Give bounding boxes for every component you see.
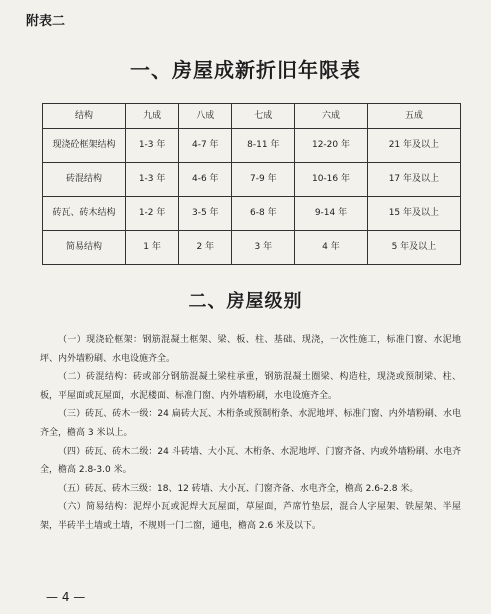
table-cell: 15 年及以上: [367, 197, 460, 231]
table-cell: 1 年: [126, 231, 179, 265]
table-row: [43, 129, 461, 163]
paragraph: （一）现浇砼框架：钢筋混凝土框架、梁、板、柱、基础、现浇，一次性施工，标准门窗、水泥地坪、内外墙粉刷、水电设施齐全。: [40, 335, 461, 364]
table-cell: 1-3 年: [126, 129, 179, 163]
table-cell: 4-7 年: [179, 129, 232, 163]
paragraph: （二）砖混结构：砖或部分钢筋混凝土梁柱承重，钢筋混凝土圈梁、构造柱，现浇或预制梁、柱、板，平屋面或瓦屋面，水泥楼面、标准门窗、内外墙粉刷，水电设施齐全。: [40, 372, 461, 401]
table-cell: 7-9 年: [232, 163, 295, 197]
paragraph: （四）砖瓦、砖木二级：24 斗砖墙、大小瓦、木桁条、水泥地坪、门窗齐备、内或外墙粉刷、水电齐全，檐高 2.8-3.0 米。: [40, 446, 461, 476]
table-cell: 1-2 年: [126, 197, 179, 231]
table-header-row: [43, 104, 461, 129]
table-row: [43, 231, 461, 265]
table-cell: 现浇砼框架结构: [43, 129, 126, 163]
depreciation-table: [42, 103, 461, 265]
table-header-cell: 结构: [43, 104, 126, 129]
section1-title: 一、房屋成新折旧年限表: [130, 58, 361, 82]
table-cell: 砖瓦、砖木结构: [43, 197, 126, 231]
table-cell: 12-20 年: [295, 129, 367, 163]
table-row: [43, 197, 461, 231]
table-cell: 砖混结构: [43, 163, 126, 197]
table-row: [43, 163, 461, 197]
table-header-cell: 六成: [295, 104, 367, 129]
table-header-cell: 八成: [179, 104, 232, 129]
section2-title: 二、房屋级别: [188, 291, 303, 312]
table-cell: 3-5 年: [179, 197, 232, 231]
paragraph: （三）砖瓦、砖木一级：24 扁砖大瓦、木桁条或预制桁条、水泥地坪、标准门窗、内外墙粉刷、水电齐全，檐高 3 米以上。: [40, 409, 461, 438]
table-cell: 17 年及以上: [367, 163, 460, 197]
table-cell: 2 年: [179, 231, 232, 265]
table-cell: 8-11 年: [232, 129, 295, 163]
attachment-label: 附表二: [26, 14, 66, 29]
table-cell: 1-3 年: [126, 163, 179, 197]
table-cell: 4 年: [295, 231, 367, 265]
table-header-cell: 五成: [367, 104, 460, 129]
table-cell: 4-6 年: [179, 163, 232, 197]
table-cell: 3 年: [232, 231, 295, 265]
building-grade-text: [40, 331, 461, 536]
paragraph: （五）砖瓦、砖木三级：18、12 砖墙、大小瓦、门窗齐备、水电齐全，檐高 2.6-2.8 米。: [58, 483, 419, 494]
table-cell: 9-14 年: [295, 197, 367, 231]
table-cell: 21 年及以上: [367, 129, 460, 163]
page-number: — 4 —: [46, 590, 86, 604]
table-cell: 5 年及以上: [367, 231, 460, 265]
table-cell: 简易结构: [43, 231, 126, 265]
paragraph: （六）简易结构：泥焊小瓦或泥焊大瓦屋面，草屋面，芦席竹垫层，混合人字屋架、铁屋架、半屋架，半砖半土墙或土墙，不规则一门二窗，通电，檐高 2.6 米及以下。: [40, 502, 461, 531]
table-cell: 10-16 年: [295, 163, 367, 197]
table-header-cell: 七成: [232, 104, 295, 129]
table-header-cell: 九成: [126, 104, 179, 129]
table-cell: 6-8 年: [232, 197, 295, 231]
